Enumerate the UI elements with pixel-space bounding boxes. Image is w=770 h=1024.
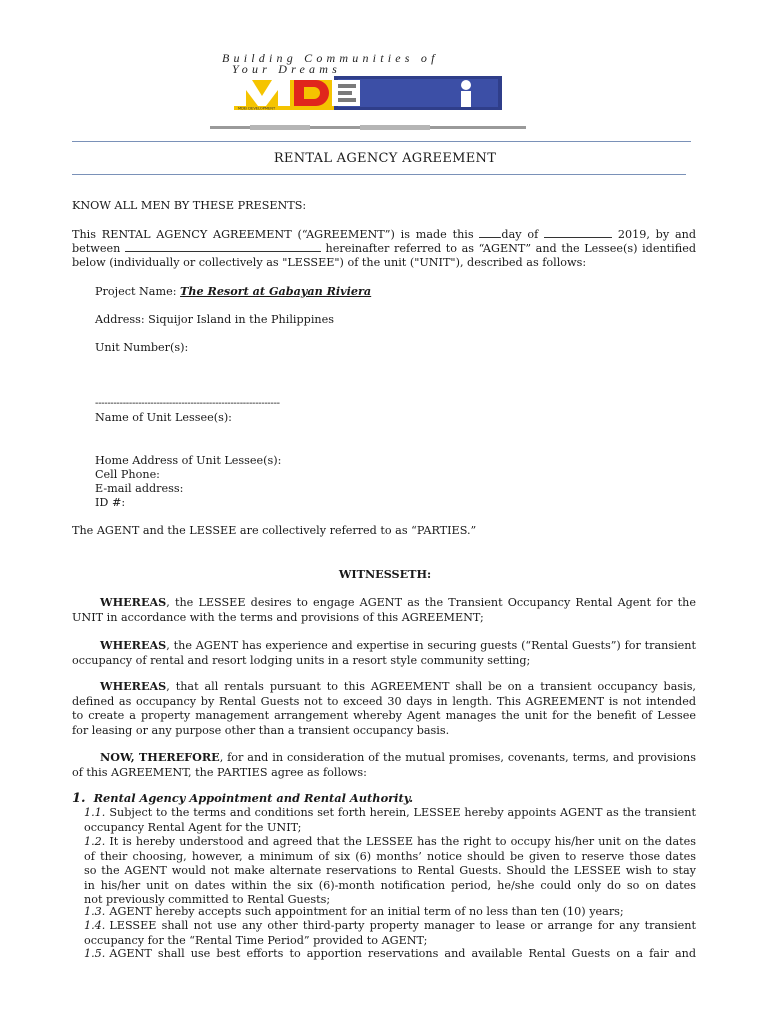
title-divider xyxy=(72,174,686,175)
intro-line-1: This RENTAL AGENCY AGREEMENT (“AGREEMENT”) is made this day of 2019, by and xyxy=(72,228,696,241)
lessee-name-label: Name of Unit Lessee(s): xyxy=(95,411,232,424)
project-name-label: Project Name: xyxy=(95,285,177,298)
header-fine-print xyxy=(210,124,526,132)
parties-definition: The AGENT and the LESSEE are collectively referred to as “PARTIES.” xyxy=(72,524,477,537)
home-address-label: Home Address of Unit Lessee(s): xyxy=(95,454,282,467)
know-all-heading: KNOW ALL MEN BY THESE PRESENTS: xyxy=(72,199,307,212)
project-name-value: The Resort at Gabayan Riviera xyxy=(180,284,372,298)
document-title: RENTAL AGENCY AGREEMENT xyxy=(273,151,497,166)
company-tagline xyxy=(222,53,522,75)
header-divider xyxy=(72,141,691,142)
project-name-row xyxy=(95,284,696,300)
month-blank[interactable] xyxy=(544,228,612,238)
clause-1-4: 1.4. LESSEE shall not use any other third-party property manager to lease or arrange for any transient occupancy for the “Rental Time Period” provided to AGENT; xyxy=(84,919,696,947)
clause-1-5: 1.5. AGENT shall use best efforts to apportion reservations and available Rental Guests on a fair and xyxy=(84,947,696,960)
day-blank[interactable] xyxy=(479,228,501,238)
now-therefore-clause: NOW, THEREFORE, for and in consideration of the mutual promises, covenants, terms, and provisions of this AGREEMENT, the PARTIES agree as follows: xyxy=(72,750,696,779)
id-label: ID #: xyxy=(95,496,126,509)
signature-dashes: ------------------------------------------------------------ xyxy=(95,398,280,409)
section-1-heading xyxy=(72,791,672,807)
clause-1-3: 1.3. AGENT hereby accepts such appointment for an initial term of no less than ten (10) years; xyxy=(84,905,624,918)
whereas-clause-2: WHEREAS, the AGENT has experience and expertise in securing guests (“Rental Guests”) for transient occupancy of rental and resort lodging units in a resort style community setting; xyxy=(72,638,696,667)
address-line: Address: Siquijor Island in the Philippines xyxy=(95,313,334,326)
unit-numbers-label: Unit Number(s): xyxy=(95,341,189,354)
email-label: E-mail address: xyxy=(95,482,184,495)
whereas-clause-3: WHEREAS, that all rentals pursuant to this AGREEMENT shall be on a transient occupancy basis, defined as occupancy by Rental Guests not to exceed 30 days in length. This AGREEMENT is not intended to create a property management arrangement whereby Agent manages the unit for the benefit of Lessee for leasing or any purpose other than a transient occupancy basis. xyxy=(72,679,696,737)
agent-name-blank[interactable] xyxy=(125,242,321,252)
company-logo xyxy=(234,76,502,110)
intro-line-3: below (individually or collectively as "LESSEE") of the unit ("UNIT"), described as follows: xyxy=(72,256,587,269)
section-number: 1. xyxy=(72,791,86,806)
tagline-line-2: Your Dreams xyxy=(232,62,341,76)
cell-phone-label: Cell Phone: xyxy=(95,468,160,481)
section-title: Rental Agency Appointment and Rental Authority. xyxy=(93,791,414,805)
intro-line-2: between hereinafter referred to as “AGENT” and the Lessee(s) identified xyxy=(72,242,696,255)
witnesseth-heading: WITNESSETH: xyxy=(338,567,432,581)
clause-1-2: 1.2. It is hereby understood and agreed that the LESSEE has the right to occupy his/her unit on the dates of their choosing, however, a minimum of six (6) months’ notice should be given to reserve those dates so the AGENT would not make alternate reservations to Rental Guests. Should the LESSEE wish to stay in his/her unit on dates within the six (6)-month notification period, he/she could only do so on dates not previously committed to Rental Guests; xyxy=(84,835,696,907)
whereas-clause-1: WHEREAS, the LESSEE desires to engage AGENT as the Transient Occupancy Rental Agent for the UNIT in accordance with the terms and provisions of this AGREEMENT; xyxy=(72,595,696,624)
clause-1-1: 1.1. Subject to the terms and conditions set forth herein, LESSEE hereby appoints AGENT as the transient occupancy Rental Agent for the UNIT; xyxy=(84,806,696,834)
tagline-line-1: Building Communities of xyxy=(222,51,439,65)
svg-text:MDEi DEVELOPMENT: MDEi DEVELOPMENT xyxy=(238,106,276,110)
